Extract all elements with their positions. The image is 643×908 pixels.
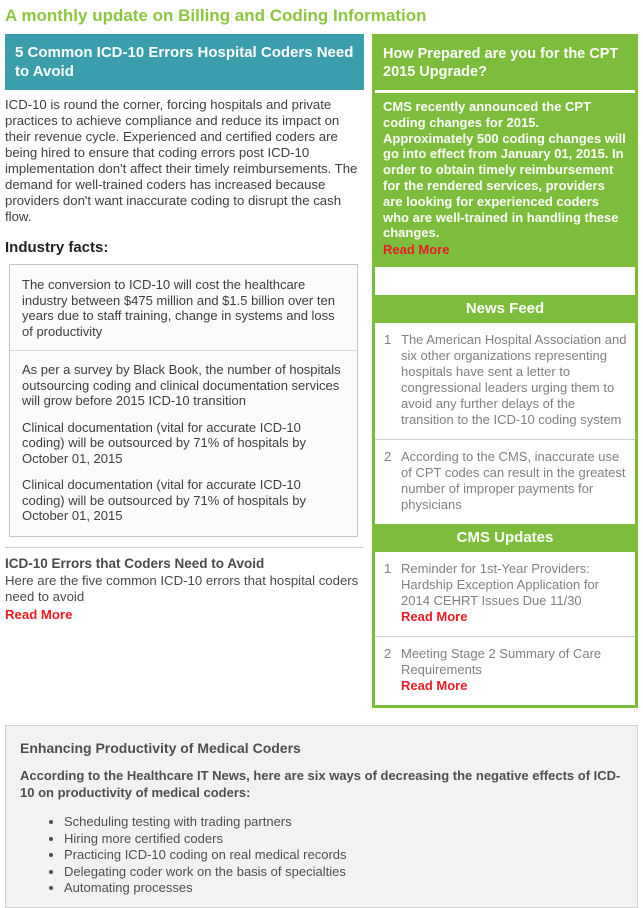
cms-read-more-link[interactable]: Read More: [401, 678, 468, 694]
item-number: 1: [384, 561, 392, 577]
cpt-upgrade-body: [375, 93, 635, 267]
item-text-content: Reminder for 1st-Year Providers: Hardship Exception Application for 2014 CEHRT Issues Due 11/30: [401, 561, 600, 609]
cms-updates-header: CMS Updates: [375, 524, 635, 552]
cpt-upgrade-text: CMS recently announced the CPT coding changes for 2015. Approximately 500 coding changes will go into effect from January 01, 2015. In order to obtain timely reimbursement for the rendered services, providers are looking for experienced coders who are well-trained in handling these changes.: [383, 99, 626, 241]
bullet-item: • Practicing ICD-10 coding on real medical records: [64, 847, 623, 864]
news-feed-item: [375, 439, 635, 524]
fact-item: The conversion to ICD-10 will cost the healthcare industry between $475 million and $1.5 billion over ten years due to staff training, change in systems and loss of productivity: [22, 277, 335, 339]
section-divider: [5, 547, 364, 548]
cms-update-item: [375, 636, 635, 705]
productivity-title: Enhancing Productivity of Medical Coders: [20, 740, 301, 757]
productivity-bullet-list: [64, 814, 623, 897]
bullet-item: • Scheduling testing with trading partners: [64, 814, 623, 831]
news-feed-list: [375, 323, 635, 524]
news-feed-item: [375, 323, 635, 439]
bullet-item: • Delegating coder work on the basis of specialties: [64, 864, 623, 881]
article-link-teaser: Here are the five common ICD-10 errors that hospital coders need to avoid: [5, 572, 359, 604]
item-number: 2: [384, 646, 392, 662]
productivity-intro: According to the Healthcare IT News, here are six ways of decreasing the negative effects of ICD-10 on productivity of medical coders:: [20, 768, 621, 800]
item-text: [401, 561, 629, 625]
article-link-title: ICD-10 Errors that Coders Need to Avoid: [5, 555, 265, 571]
cms-update-item: [375, 552, 635, 636]
news-feed-header: News Feed: [375, 295, 635, 323]
cms-updates-list: [375, 552, 635, 705]
content-columns: [3, 34, 640, 708]
bullet-item: • Hiring more certified coders: [64, 831, 623, 848]
spacer: [375, 267, 635, 295]
right-rail-box: [372, 34, 638, 708]
fact-item: Clinical documentation (vital for accurate ICD-10 coding) will be outsourced by 71% of hospitals by October 01, 2015: [22, 419, 306, 466]
productivity-section: [5, 725, 638, 908]
fact-divider: [10, 350, 357, 351]
cms-read-more-link[interactable]: Read More: [401, 609, 468, 625]
bullet-item: • Automating processes: [64, 880, 623, 897]
cpt-upgrade-header: How Prepared are you for the CPT 2015 Upgrade?: [375, 37, 635, 93]
main-article-intro: ICD-10 is round the corner, forcing hospitals and private practices to achieve compliance and reduce its impact on their revenue cycle. Experienced and certified coders are being hired to ensure that coding errors post ICD-10 implementation don't affect their timely reimbursements. The demand for well-trained coders has increased because providers don't want inaccurate coding to disrupt the cash flow.: [5, 97, 358, 224]
industry-facts-box: [9, 264, 358, 537]
item-text: [401, 646, 629, 694]
fact-item: As per a survey by Black Book, the number of hospitals outsourcing coding and clinical documentation services will grow before 2015 ICD-10 transition: [22, 362, 341, 408]
article-read-more-link[interactable]: Read More: [5, 606, 73, 622]
right-column: [372, 34, 638, 708]
main-article-header: 5 Common ICD-10 Errors Hospital Coders Need to Avoid: [5, 34, 364, 90]
left-column: [3, 34, 366, 624]
item-text: The American Hospital Association and six other organizations representing hospitals have sent a letter to congressional leaders urging them to avoid any further delays of the transition to the ICD-10 coding system: [401, 332, 627, 428]
cpt-read-more-link[interactable]: Read More: [383, 242, 450, 258]
item-text-content: Meeting Stage 2 Summary of Care Requirements: [401, 646, 602, 678]
item-number: 1: [384, 332, 392, 348]
page-title: A monthly update on Billing and Coding Information: [5, 6, 427, 25]
item-text: According to the CMS, inaccurate use of CPT codes can result in the greatest number of improper payments for physicians: [401, 449, 626, 513]
fact-item: Clinical documentation (vital for accurate ICD-10 coding) will be outsourced by 71% of hospitals by October 01, 2015: [22, 477, 306, 523]
item-number: 2: [384, 449, 392, 465]
industry-facts-heading: Industry facts:: [5, 239, 109, 256]
